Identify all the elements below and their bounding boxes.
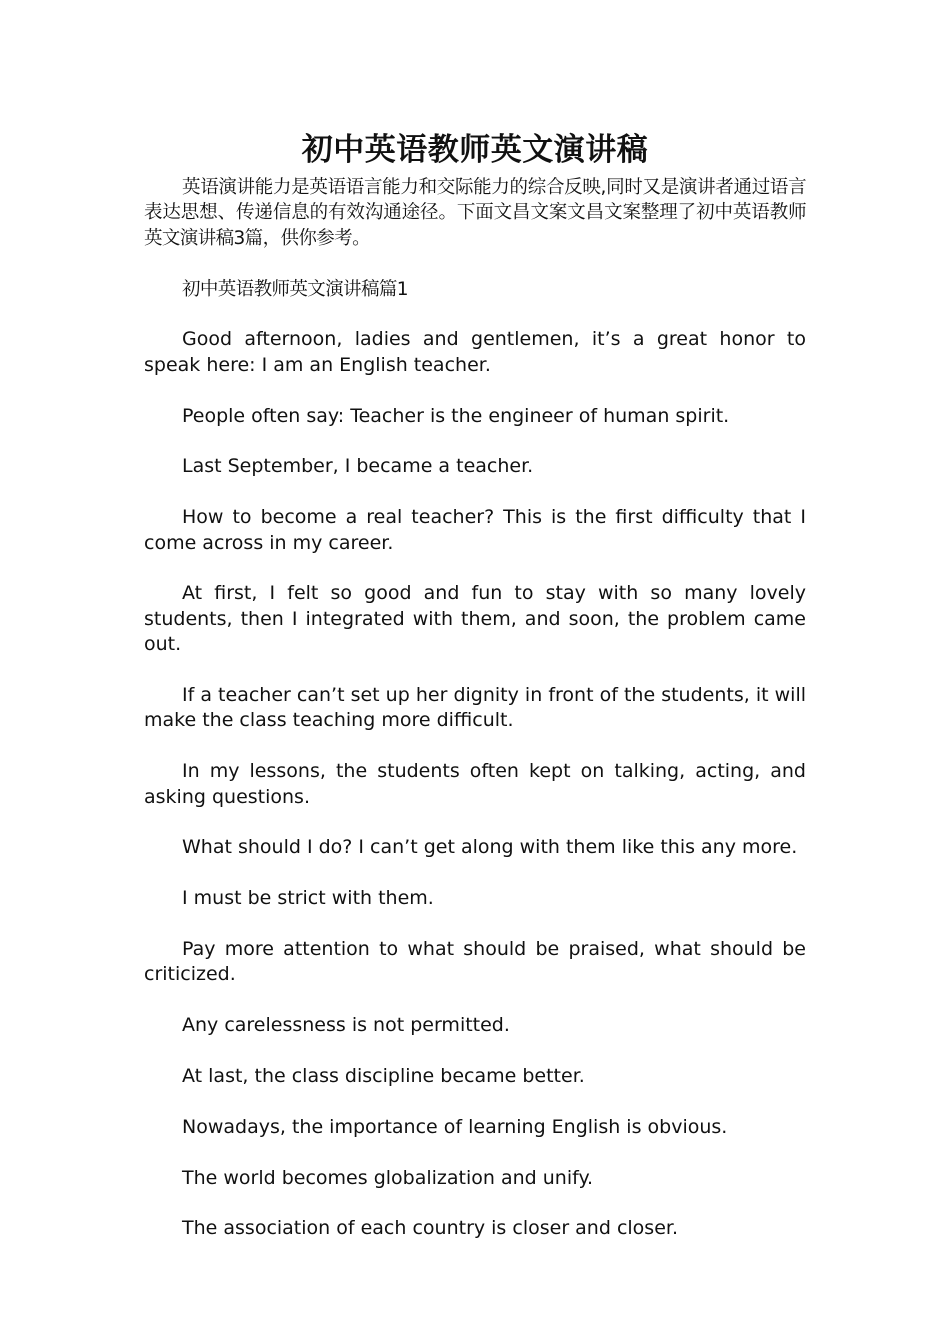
intro-paragraph: 英语演讲能力是英语语言能力和交际能力的综合反映,同时又是演讲者通过语言表达思想、传递信息的有效沟通途径。下面文昌文案文昌文案整理了初中英语教师英文演讲稿3篇，供你参考。 — [144, 177, 806, 249]
document-body — [144, 128, 806, 1242]
paragraph-12: At last, the class discipline became better. — [182, 1065, 585, 1088]
paragraph-1: Good afternoon, ladies and gentlemen, it’s a great honor to speak here: I am an English teacher. — [144, 328, 806, 376]
paragraph-11: Any carelessness is not permitted. — [182, 1014, 510, 1037]
paragraph-3: Last September, I became a teacher. — [182, 455, 534, 478]
document-title: 初中英语教师英文演讲稿 — [301, 132, 649, 168]
paragraph-9: I must be strict with them. — [182, 887, 434, 910]
paragraph-7: In my lessons, the students often kept on talking, acting, and asking questions. — [144, 760, 806, 808]
paragraph-14: The world becomes globalization and unify. — [182, 1166, 594, 1189]
paragraph-8: What should I do? I can’t get along with them like this any more. — [182, 836, 798, 859]
paragraph-15: The association of each country is closer and closer. — [182, 1217, 678, 1240]
paragraph-4: How to become a real teacher? This is the first difficulty that I come across in my career. — [144, 506, 806, 554]
paragraph-2: People often say: Teacher is the engineer of human spirit. — [182, 404, 730, 427]
paragraph-13: Nowadays, the importance of learning English is obvious. — [182, 1115, 728, 1138]
paragraph-5: At first, I felt so good and fun to stay with so many lovely students, then I integrated with them, and soon, the problem came out. — [144, 582, 806, 656]
section-heading: 初中英语教师英文演讲稿篇1 — [182, 278, 408, 300]
paragraph-6: If a teacher can’t set up her dignity in front of the students, it will make the class teaching more difficult. — [144, 684, 806, 732]
paragraph-10: Pay more attention to what should be praised, what should be criticized. — [144, 938, 806, 986]
